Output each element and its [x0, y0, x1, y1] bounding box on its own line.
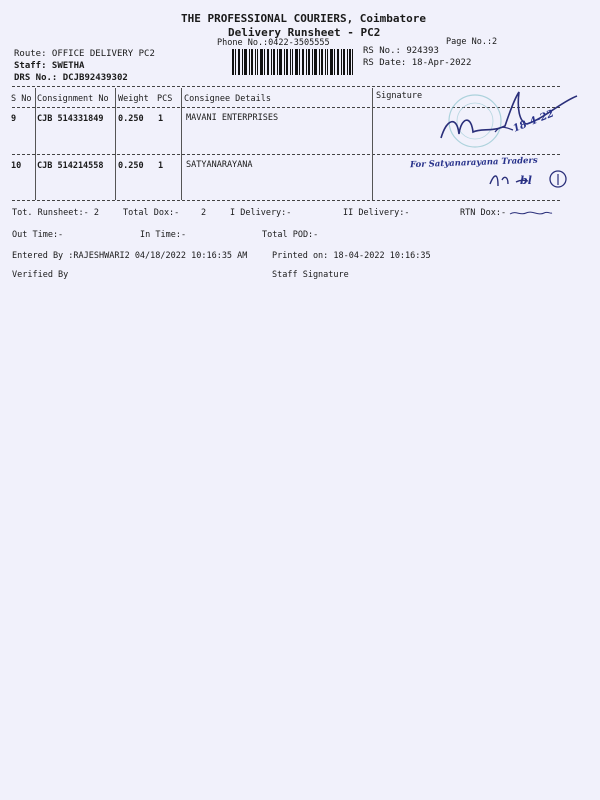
column-header-weight: Weight	[118, 94, 149, 104]
i-delivery: I Delivery:-	[230, 208, 292, 218]
document-title: Delivery Runsheet - PC2	[228, 26, 381, 39]
rs-date: RS Date: 18-Apr-2022	[363, 58, 472, 68]
staff-label: Staff: SWETHA	[14, 61, 85, 71]
row-consignee: MAVANI ENTERPRISES	[186, 113, 279, 123]
column-header-pcs: PCS	[157, 94, 173, 104]
total-dox-label: Total Dox:-	[123, 208, 180, 218]
printed-on: Printed on: 18-04-2022 10:16:35	[272, 251, 431, 261]
row-pcs: 1	[158, 114, 164, 124]
in-time: In Time:-	[140, 230, 187, 240]
column-divider	[181, 88, 182, 200]
row-consignment: CJB 514214558	[37, 161, 104, 171]
drs-number: DRS No.: DCJB92439302	[14, 73, 128, 83]
phone-number: Phone No.:0422-3505555	[217, 38, 330, 48]
handwritten-signature	[486, 166, 576, 192]
total-pod: Total POD:-	[262, 230, 319, 240]
rs-number: RS No.: 924393	[363, 46, 439, 56]
row-divider	[12, 154, 560, 155]
staff-signature-label: Staff Signature	[272, 270, 349, 280]
company-name: THE PROFESSIONAL COURIERS, Coimbatore	[181, 12, 427, 25]
route-label: Route: OFFICE DELIVERY PC2	[14, 49, 155, 59]
signature-date: 18-4-22	[511, 108, 556, 135]
entered-by: Entered By :RAJESHWARI2 04/18/2022 10:16:35 AM	[12, 251, 248, 261]
column-divider	[372, 88, 373, 200]
row-pcs: 1	[158, 161, 164, 171]
column-divider	[115, 88, 116, 200]
barcode	[232, 49, 353, 75]
column-divider	[35, 88, 36, 200]
row-weight: 0.250	[118, 114, 144, 124]
rubber-stamp	[435, 88, 585, 150]
row-consignee: SATYANARAYANA	[186, 160, 253, 170]
column-header-consignee: Consignee Details	[184, 94, 271, 104]
total-dox-value: 2	[201, 208, 207, 218]
row-sno: 10	[11, 161, 22, 171]
row-sno: 9	[11, 114, 17, 124]
rtn-dox: RTN Dox:-	[460, 208, 507, 218]
column-header-signature: Signature	[376, 91, 423, 101]
table-top-rule	[12, 86, 560, 87]
verified-by: Verified By	[12, 270, 69, 280]
column-header-consignment: Consignment No	[37, 94, 109, 104]
signature-initials: bl	[520, 174, 532, 187]
row-consignment: CJB 514331849	[37, 114, 104, 124]
ii-delivery: II Delivery:-	[343, 208, 410, 218]
column-header-sno: S No	[11, 94, 32, 104]
company-seal-text: For Satyanarayana Traders	[409, 155, 538, 171]
page-number: Page No.:2	[446, 37, 498, 47]
scribble-mark	[508, 208, 554, 218]
row-weight: 0.250	[118, 161, 144, 171]
table-bottom-rule	[12, 200, 560, 201]
out-time: Out Time:-	[12, 230, 64, 240]
tot-runsheet: Tot. Runsheet:- 2	[12, 208, 99, 218]
